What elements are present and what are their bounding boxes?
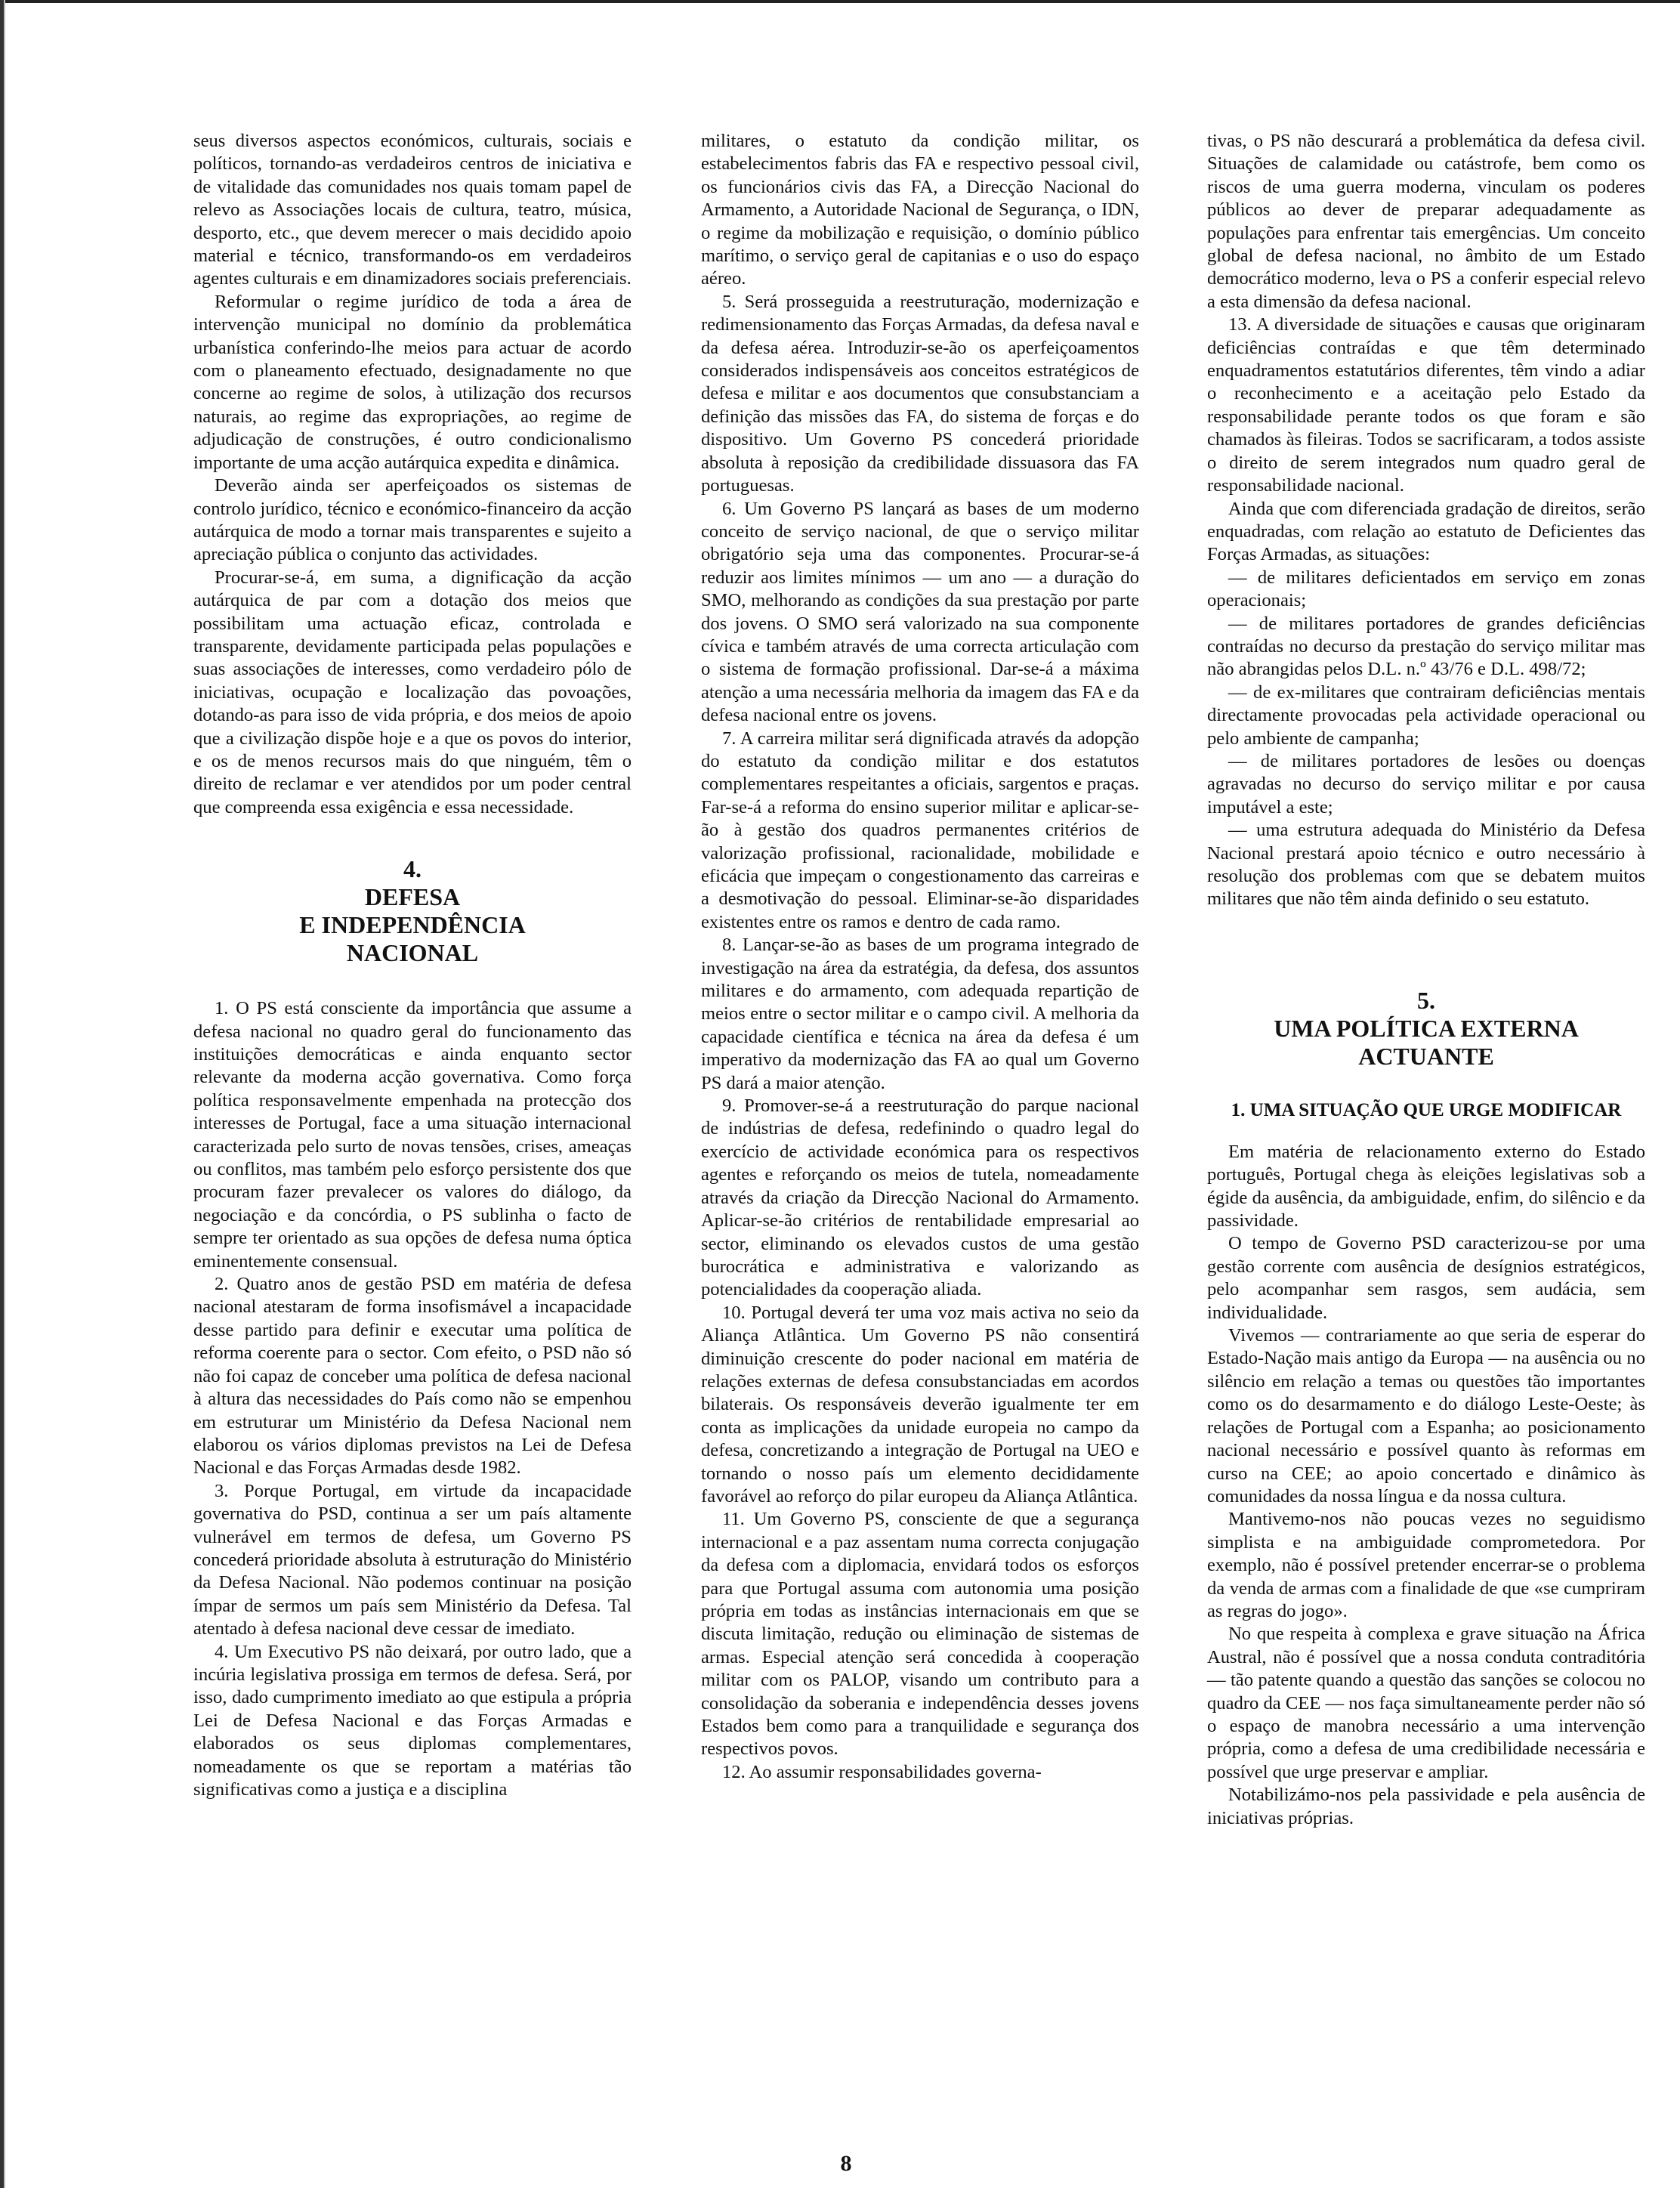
- section-title-line: E INDEPENDÊNCIA: [299, 911, 526, 939]
- section-title-line: NACIONAL: [346, 939, 479, 967]
- paragraph: Em matéria de relacionamento externo do Estado português, Portugal chega às eleições legislativas sob a égide da ausência, da ambiguidade, enfim, do silêncio e da passividade.: [1207, 1141, 1645, 1232]
- dash-list-item: — de militares deficientados em serviço em zonas operacionais;: [1207, 567, 1645, 611]
- section-title-line: ACTUANTE: [1358, 1042, 1494, 1070]
- paragraph: O tempo de Governo PSD caracterizou-se por uma gestão corrente com ausência de desígnios estratégicos, pelo acompanhar sem rasgos, sem audácia, sem individualidade.: [1207, 1233, 1645, 1323]
- numbered-paragraph: 4. Um Executivo PS não deixará, por outro lado, que a incúria legislativa prossiga em termos de defesa. Será, por isso, dado cumprimento imediato ao que estipula a própria Lei de Defesa Nacional e das Forças Armadas e elaborados os seus diplomas complementares, nomeadamente os que se reportam a matérias tão significativas como a justiça e a disciplina: [193, 1641, 632, 1800]
- section-title-line: DEFESA: [364, 883, 461, 911]
- numbered-paragraph: 5. Será prosseguida a reestruturação, modernização e redimensionamento das Forças Armadas, da defesa naval e da defesa aérea. Introduzir-se-ão os aperfeiçoamentos considerados indispensáveis aos conceitos estratégicos de defesa e militar e aos documentos que consubstanciam a definição das missões das FA, do sistema de forças e do dispositivo. Um Governo PS concederá prioridade absoluta à reposição da credibilidade dissuasora das FA portuguesas.: [701, 291, 1139, 496]
- subsection-title-line: 1. UMA SITUAÇÃO: [1231, 1099, 1399, 1120]
- page-number: 8: [840, 2151, 852, 2176]
- numbered-paragraph: 11. Um Governo PS, consciente de que a segurança internacional e a paz assentam numa correcta conjugação da defesa com a diplomacia, envidará todos os esforços para que Portugal assuma com autonomia uma posição própria em todas as instâncias internacionais em que se discuta limitação, redução ou eliminação de sistemas de armas. Especial atenção será concedida à cooperação militar com os PALOP, visando um contributo para a consolidação da soberania e independência desses jovens Estados bem como para a tranquilidade e segurança dos respectivos povos.: [701, 1509, 1139, 1760]
- subsection-heading: [1207, 1099, 1645, 1121]
- numbered-paragraph: 7. A carreira militar será dignificada através da adopção do estatuto da condição militar e dos estatutos complementares respeitantes a oficiais, sargentos e praças. Far-se-á a reforma do ensino superior militar e aplicar-se-ão à gestão dos quadros permanentes critérios de valorização profissional, racionalidade, mobilidade e eficácia que impeçam o congestionamento das carreiras e a desmotivação do pessoal. Eliminar-se-ão disparidades existentes entre os ramos e dentro de cada ramo.: [701, 728, 1139, 932]
- paragraph: militares, o estatuto da condição militar, os estabelecimentos fabris das FA e respectivo pessoal civil, os funcionários civis das FA, a Direcção Nacional do Armamento, a Autoridade Nacional de Segurança, o IDN, o regime da mobilização e requisição, o domínio público marítimo, o serviço geral de capitanias e o uso do espaço aéreo.: [701, 131, 1139, 289]
- section-5-heading: [1207, 987, 1645, 1071]
- paragraph: Reformular o regime jurídico de toda a área de intervenção municipal no domínio da problemática urbanística conferindo-lhe meios para actuar de acordo com o planeamento efectuado, designadamente no que concerne ao regime de solos, à utilização dos recursos naturais, ao regime das expropriações, ao regime de adjudicação de construções, é outro condicionalismo importante de uma acção autárquica expedita e dinâmica.: [193, 291, 632, 473]
- dash-list-item: — uma estrutura adequada do Ministério da Defesa Nacional prestará apoio técnico e outro necessário à resolução dos problemas com que se debatem muitos militares que não têm ainda definido o seu estatuto.: [1207, 820, 1645, 910]
- scan-left-edge: [0, 0, 14, 2188]
- column-3: [1207, 130, 1645, 1830]
- numbered-paragraph: 3. Porque Portugal, em virtude da incapacidade governativa do PSD, continua a ser um país altamente vulnerável em termos de defesa, um Governo PS concederá prioridade absoluta à estruturação do Ministério da Defesa Nacional. Não podemos continuar na posição ímpar de sermos um país sem Ministério da Defesa. Tal atentado à defesa nacional deve cessar de imediato.: [193, 1480, 632, 1639]
- section-4-heading: [193, 855, 632, 967]
- section-number: 5.: [1417, 986, 1435, 1014]
- dash-list-item: — de militares portadores de grandes deficiências contraídas no decurso da prestação do serviço militar mas não abrangidas pelos D.L. n.º 43/76 e D.L. 498/72;: [1207, 613, 1645, 680]
- dash-list-item: — de ex-militares que contrairam deficiências mentais directamente provocadas pela actividade operacional ou pelo ambiente de campanha;: [1207, 681, 1645, 749]
- numbered-paragraph: 2. Quatro anos de gestão PSD em matéria de defesa nacional atestaram de forma insofismável a incapacidade desse partido para definir e executar uma política de reforma coerente para o sector. Com efeito, o PSD não só não foi capaz de conceber uma política de defesa nacional à altura das necessidades do País como não se empenhou em estruturar um Ministério da Defesa Nacional nem elaborou os vários diplomas previstos na Lei de Defesa Nacional e das Forças Armadas desde 1982.: [193, 1274, 632, 1479]
- paragraph: tivas, o PS não descurará a problemática da defesa civil. Situações de calamidade ou catástrofe, bem como os riscos de uma guerra moderna, vinculam os poderes públicos ao dever de preparar adequadamente as populações para enfrentar tais emergências. Um conceito global de defesa nacional, no âmbito de um Estado democrático moderno, leva o PS a conferir especial relevo a esta dimensão da defesa nacional.: [1207, 131, 1645, 312]
- paragraph: Notabilizámo-nos pela passividade e pela ausência de iniciativas próprias.: [1207, 1785, 1645, 1828]
- subsection-title-line: QUE URGE MODIFICAR: [1403, 1099, 1622, 1120]
- section-title-line: UMA POLÍTICA EXTERNA: [1274, 1014, 1579, 1042]
- scan-top-edge: [0, 0, 1680, 11]
- numbered-paragraph: 13. A diversidade de situações e causas que originaram deficiências contraídas e que têm determinado enquadramentos estatutários diferentes, têm vindo a adiar o reconhecimento e a aceitação pelo Estado da responsabilidade perante todos os que foram e são chamados às fileiras. Todos se sacrificaram, a todos assiste o direito de serem integrados num quadro geral de responsabilidade nacional.: [1207, 314, 1645, 496]
- column-2: [701, 130, 1139, 1784]
- section-number: 4.: [403, 855, 422, 883]
- dash-list-item: — de militares portadores de lesões ou doenças agravadas no decurso do serviço militar e por causa imputável a este;: [1207, 750, 1645, 817]
- numbered-paragraph: 1. O PS está consciente da importância que assume a defesa nacional no quadro geral do funcionamento das instituições democráticas e ainda enquanto sector relevante da moderna acção governativa. Como força política responsavelmente empenhada na protecção dos interesses de Portugal, face a uma situação internacional caracterizada pelo surto de novas tensões, crises, ameaças ou conflitos, mas também pelo esforço persistente dos que procuram fazer prevalecer os valores do diálogo, da negociação e da concórdia, o PS sublinha o facto de sempre ter orientado as sua opções de defesa numa óptica eminentemente consensual.: [193, 998, 632, 1272]
- paragraph: Vivemos — contrariamente ao que seria de esperar do Estado-Nação mais antigo da Europa — na ausência ou no silêncio em relação a temas ou questões tão importantes como os do desarmamento e do diálogo Leste-Oeste; às relações de Portugal com a Espanha; ao posicionamento nacional necessário e possível quanto às reformas em curso na CEE; ao apoio concertado e dinâmico às comunidades da nossa língua e da nossa cultura.: [1207, 1325, 1645, 1507]
- paragraph: Procurar-se-á, em suma, a dignificação da acção autárquica de par com a dotação dos meios que possibilitam uma actuação eficaz, controlada e transparente, devidamente participada pelas populações e suas associações de interesses, como verdadeiro pólo de iniciativas, ocupação e localização das povoações, dotando-as para isso de vida própria, e dos meios de apoio que a civilização dispõe hoje e a que os povos do interior, e os de menos recursos mais do que ninguém, têm o direito de reclamar e ver atendidos por um poder central que compreenda essa exigência e essa necessidade.: [193, 567, 632, 817]
- numbered-paragraph: 12. Ao assumir responsabilidades governa-: [722, 1761, 1042, 1782]
- numbered-paragraph: 6. Um Governo PS lançará as bases de um moderno conceito de serviço nacional, de que o serviço militar obrigatório seja uma das componentes. Procurar-se-á reduzir aos limites mínimos — um ano — a duração do SMO, melhorando as condições da sua prestação por parte dos jovens. O SMO será valorizado na sua componente cívica e também através de uma correcta articulação com o sistema de formação profissional. Dar-se-á a máxima atenção a uma necessária melhoria da imagem das FA e da defesa nacional entre os jovens.: [701, 498, 1139, 726]
- paragraph: Deverão ainda ser aperfeiçoados os sistemas de controlo jurídico, técnico e económico-financeiro da acção autárquica de modo a tornar mais transparentes e sujeito a apreciação pública o conjunto das actividades.: [193, 475, 632, 565]
- paragraph: Mantivemo-nos não poucas vezes no seguidismo simplista e na ambiguidade comprometedora. Por exemplo, não é possível pretender encerrar-se o problema da venda de armas com a finalidade de que «se cumpriram as regras do jogo».: [1207, 1509, 1645, 1621]
- paragraph: seus diversos aspectos económicos, culturais, sociais e políticos, tornando-as verdadeiros centros de iniciativa e de vitalidade das comunidades nos quais tomam papel de relevo as Associações locais de cultura, teatro, música, desporto, etc., que devem merecer o mais decidido apoio material e técnico, transformando-os em verdadeiros agentes culturais e em dinamizadores sociais preferenciais.: [193, 131, 632, 289]
- paragraph: No que respeita à complexa e grave situação na África Austral, não é possível que a nossa conduta contraditória — tão patente quando a questão das sanções se colocou no quadro da CEE — nos faça simultaneamente perder não só o espaço de manobra necessário a uma intervenção própria, como a defesa de uma credibilidade necessária e possível que urge preservar e ampliar.: [1207, 1624, 1645, 1782]
- paragraph: Ainda que com diferenciada gradação de direitos, serão enquadradas, com relação ao estatuto de Deficientes das Forças Armadas, as situações:: [1207, 498, 1645, 565]
- numbered-paragraph: 10. Portugal deverá ter uma voz mais activa no seio da Aliança Atlântica. Um Governo PS não consentirá diminuição crescente do poder nacional em matéria de relações externas de defesa consubstanciadas em acordos bilaterais. Os responsáveis deverão igualmente ter em conta as implicações da unidade europeia no campo da defesa, concretizando a integração de Portugal na UEO e tornando o nosso país um elemento decididamente favorável ao reforço do pilar europeu da Aliança Atlântica.: [701, 1302, 1139, 1507]
- column-1: [193, 130, 632, 1801]
- numbered-paragraph: 8. Lançar-se-ão as bases de um programa integrado de investigação na área da estratégia, da defesa, dos assuntos militares e do armamento, com adequada repartição de meios entre o sector militar e o campo civil. A melhoria da capacidade científica e técnica na área da defesa é um imperativo da modernização das FA ao qual um Governo PS dará a maior atenção.: [701, 935, 1139, 1093]
- numbered-paragraph: 9. Promover-se-á a reestruturação do parque nacional de indústrias de defesa, redefinindo o quadro legal do exercício de actividade económica para os respectivos agentes e reforçando os meios de tutela, nomeadamente através da criação da Direcção Nacional do Armamento. Aplicar-se-ão critérios de rentabilidade empresarial ao sector, eliminando os elevados custos de uma gestão burocrática e administrativa e valorizando as potencialidades da cooperação aliada.: [701, 1096, 1139, 1300]
